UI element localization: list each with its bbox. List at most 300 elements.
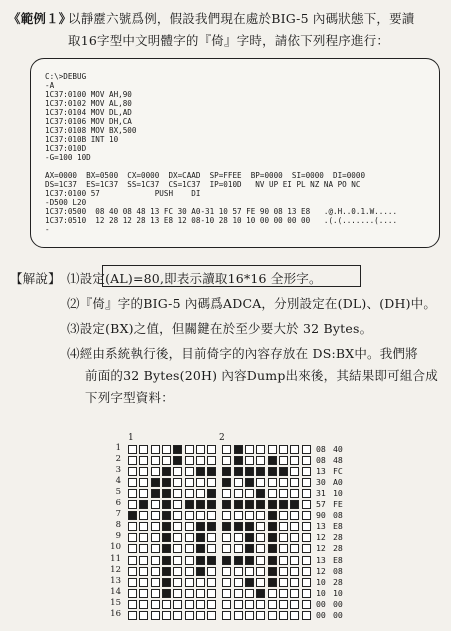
pixel-off <box>196 445 205 454</box>
pixel-on <box>162 511 171 520</box>
pixel-off <box>290 567 299 576</box>
pixel-off <box>173 556 182 565</box>
pixel-on <box>268 533 277 542</box>
hex-byte: 00 <box>333 609 343 620</box>
pixel-off <box>279 578 288 587</box>
debug-line: -G=100 10D <box>45 153 91 162</box>
pixel-on <box>162 556 171 565</box>
pixel-off <box>302 533 311 542</box>
hex-byte: 48 <box>333 455 343 466</box>
pixel-off <box>222 445 231 454</box>
pixel-on <box>245 500 254 509</box>
pixel-off <box>268 445 277 454</box>
pixel-on <box>268 567 277 576</box>
pixel-off <box>185 567 194 576</box>
pixel-on <box>234 445 243 454</box>
pixel-off <box>207 611 216 620</box>
pixel-off <box>256 533 265 542</box>
pixel-off <box>302 600 311 609</box>
pixel-off <box>139 611 148 620</box>
pixel-off <box>185 445 194 454</box>
pixel-on <box>162 500 171 509</box>
pixel-on <box>207 556 216 565</box>
row-label: 7 <box>115 509 121 520</box>
hex-byte: E8 <box>333 521 343 532</box>
pixel-off <box>151 589 160 598</box>
pixel-off <box>173 567 182 576</box>
pixel-on <box>268 556 277 565</box>
pixel-off <box>245 611 254 620</box>
pixel-off <box>196 589 205 598</box>
pixel-off <box>207 445 216 454</box>
pixel-off <box>207 578 216 587</box>
debug-line: DS=1C37 ES=1C37 SS=1C37 CS=1C37 IP=010D NV UP EI PL NZ NA PO NC <box>45 180 361 189</box>
pixel-off <box>245 600 254 609</box>
pixel-on <box>185 500 194 509</box>
pixel-off <box>139 533 148 542</box>
pixel-off <box>268 611 277 620</box>
pixel-off <box>245 445 254 454</box>
pixel-off <box>268 589 277 598</box>
pixel-on <box>268 522 277 531</box>
pixel-on <box>196 533 205 542</box>
pixel-off <box>222 456 231 465</box>
explanation-tag: 【解說】 <box>10 271 61 286</box>
pixel-off <box>128 567 137 576</box>
pixel-on <box>234 556 243 565</box>
pixel-off <box>139 522 148 531</box>
hex-byte: E8 <box>333 554 343 565</box>
pixel-on <box>162 567 171 576</box>
pixel-off <box>128 556 137 565</box>
pixel-off <box>139 445 148 454</box>
pixel-off <box>234 600 243 609</box>
pixel-off <box>234 589 243 598</box>
pixel-off <box>256 511 265 520</box>
row-label: 13 <box>110 575 121 586</box>
pixel-off <box>302 500 311 509</box>
pixel-off <box>173 522 182 531</box>
pixel-off <box>234 478 243 487</box>
pixel-on <box>268 456 277 465</box>
pixel-on <box>151 489 160 498</box>
debug-line: 1C37:010B INT 10 <box>45 135 119 144</box>
pixel-off <box>222 511 231 520</box>
pixel-off <box>290 489 299 498</box>
pixel-on <box>290 500 299 509</box>
pixel-on <box>151 478 160 487</box>
debug-line: C:\>DEBUG <box>45 72 87 81</box>
pixel-on <box>196 567 205 576</box>
pixel-on <box>279 500 288 509</box>
pixel-off <box>185 611 194 620</box>
pixel-off <box>139 578 148 587</box>
pixel-off <box>290 456 299 465</box>
hex-byte: 57 <box>316 499 326 510</box>
pixel-off <box>196 611 205 620</box>
pixel-off <box>185 578 194 587</box>
pixel-off <box>279 556 288 565</box>
pixel-off <box>256 611 265 620</box>
pixel-off <box>139 556 148 565</box>
pixel-off <box>290 544 299 553</box>
pixel-off <box>279 533 288 542</box>
pixel-on <box>162 467 171 476</box>
debug-line <box>45 162 397 171</box>
pixel-off <box>234 489 243 498</box>
pixel-off <box>196 600 205 609</box>
debug-line: 1C37:0106 MOV DH,CA <box>45 117 132 126</box>
row-label: 12 <box>110 564 121 575</box>
pixel-off <box>128 600 137 609</box>
pixel-off <box>302 578 311 587</box>
pixel-off <box>128 500 137 509</box>
pixel-off <box>234 578 243 587</box>
pixel-off <box>302 456 311 465</box>
hex-byte: 13 <box>316 466 326 477</box>
explanation-item-3: ⑶設定(BX)之值，但關鍵在於至少要大於 32 Bytes。 <box>67 321 373 336</box>
debug-line: 1C37:0104 MOV DL,AD <box>45 108 132 117</box>
pixel-on <box>173 456 182 465</box>
pixel-off <box>185 533 194 542</box>
debug-screen <box>30 58 440 248</box>
explanation-item-1: ⑴設定(AL)=80,即表示讀取16*16 全形字。 <box>67 271 322 286</box>
pixel-off <box>162 456 171 465</box>
pixel-off <box>151 445 160 454</box>
pixel-on <box>222 556 231 565</box>
pixel-off <box>245 511 254 520</box>
pixel-off <box>139 478 148 487</box>
column-label-1: 1 <box>128 433 134 443</box>
pixel-off <box>290 611 299 620</box>
pixel-off <box>151 467 160 476</box>
pixel-off <box>128 533 137 542</box>
hex-byte: 13 <box>316 554 326 565</box>
row-label: 10 <box>110 542 121 553</box>
pixel-on <box>256 489 265 498</box>
pixel-off <box>279 544 288 553</box>
pixel-on <box>234 456 243 465</box>
pixel-off <box>302 522 311 531</box>
pixel-off <box>279 611 288 620</box>
pixel-on <box>207 489 216 498</box>
pixel-off <box>173 489 182 498</box>
pixel-off <box>256 456 265 465</box>
pixel-off <box>290 511 299 520</box>
pixel-off <box>222 589 231 598</box>
pixel-off <box>173 467 182 476</box>
pixel-off <box>151 533 160 542</box>
pixel-off <box>302 567 311 576</box>
pixel-off <box>151 611 160 620</box>
pixel-off <box>279 456 288 465</box>
pixel-off <box>173 589 182 598</box>
pixel-off <box>222 533 231 542</box>
row-label: 5 <box>115 487 121 498</box>
pixel-off <box>234 544 243 553</box>
pixel-off <box>151 511 160 520</box>
pixel-off <box>173 478 182 487</box>
pixel-off <box>222 567 231 576</box>
explanation-item-4-cont2: 下列字型資料： <box>85 390 174 405</box>
pixel-off <box>290 533 299 542</box>
pixel-off <box>302 589 311 598</box>
pixel-off <box>207 478 216 487</box>
pixel-off <box>151 578 160 587</box>
pixel-on <box>196 556 205 565</box>
hex-byte: 10 <box>333 587 343 598</box>
pixel-off <box>162 445 171 454</box>
pixel-on <box>173 445 182 454</box>
debug-line: AX=0000 BX=0500 CX=0000 DX=CAAD SP=FFEE BP=0000 SI=0000 DI=0000 <box>45 171 366 180</box>
row-label: 16 <box>110 608 121 619</box>
pixel-off <box>256 600 265 609</box>
pixel-off <box>245 589 254 598</box>
hex-byte: 08 <box>333 565 343 576</box>
row-label: 3 <box>115 465 121 476</box>
pixel-off <box>139 467 148 476</box>
row-label: 6 <box>115 498 121 509</box>
debug-line: 1C37:010D <box>45 144 87 153</box>
pixel-off <box>302 467 311 476</box>
pixel-off <box>151 556 160 565</box>
pixel-off <box>302 556 311 565</box>
pixel-on <box>196 500 205 509</box>
pixel-on <box>245 578 254 587</box>
pixel-on <box>162 533 171 542</box>
pixel-off <box>173 544 182 553</box>
row-label: 8 <box>115 520 121 531</box>
pixel-off <box>234 611 243 620</box>
pixel-on <box>207 522 216 531</box>
pixel-off <box>173 600 182 609</box>
pixel-on <box>279 467 288 476</box>
pixel-off <box>162 611 171 620</box>
pixel-on <box>162 544 171 553</box>
pixel-off <box>151 522 160 531</box>
hex-byte: 30 <box>316 477 326 488</box>
pixel-off <box>268 478 277 487</box>
pixel-off <box>279 522 288 531</box>
pixel-on <box>245 533 254 542</box>
hex-byte: 10 <box>316 576 326 587</box>
pixel-off <box>173 511 182 520</box>
pixel-off <box>128 489 137 498</box>
pixel-off <box>185 522 194 531</box>
explanation-item-4-cont: 前面的32 Bytes(20H) 內容Dump出來後，其結果即可組合成 <box>85 368 438 383</box>
pixel-off <box>128 456 137 465</box>
pixel-off <box>256 544 265 553</box>
pixel-off <box>279 511 288 520</box>
pixel-off <box>128 478 137 487</box>
pixel-on <box>162 578 171 587</box>
pixel-on <box>256 467 265 476</box>
pixel-off <box>173 500 182 509</box>
pixel-on <box>245 544 254 553</box>
pixel-on <box>234 500 243 509</box>
row-label: 2 <box>115 454 121 465</box>
pixel-off <box>151 567 160 576</box>
pixel-off <box>222 544 231 553</box>
debug-line: 1C37:0100 MOV AH,90 <box>45 90 132 99</box>
pixel-off <box>279 445 288 454</box>
pixel-off <box>185 556 194 565</box>
pixel-on <box>245 522 254 531</box>
pixel-off <box>196 511 205 520</box>
pixel-on <box>222 478 231 487</box>
pixel-off <box>290 445 299 454</box>
pixel-off <box>139 544 148 553</box>
row-label: 14 <box>110 586 121 597</box>
pixel-off <box>139 489 148 498</box>
pixel-off <box>245 567 254 576</box>
pixel-off <box>302 511 311 520</box>
pixel-off <box>196 489 205 498</box>
hex-byte: 12 <box>316 532 326 543</box>
pixel-off <box>185 600 194 609</box>
pixel-off <box>151 600 160 609</box>
hex-byte: A0 <box>333 477 343 488</box>
pixel-off <box>139 456 148 465</box>
debug-line: 1C37:0108 MOV BX,500 <box>45 126 137 135</box>
pixel-off <box>245 489 254 498</box>
pixel-off <box>256 478 265 487</box>
pixel-on <box>162 489 171 498</box>
row-label: 4 <box>115 476 121 487</box>
pixel-off <box>185 478 194 487</box>
hex-byte: 40 <box>333 444 343 454</box>
pixel-off <box>185 489 194 498</box>
debug-line: 1C37:0510 12 28 12 28 13 E8 12 08-10 28 10 10 00 00 00 00 .(.(.......(.... <box>45 216 398 225</box>
example-tag: 《範例１》 <box>8 11 72 26</box>
pixel-off <box>207 456 216 465</box>
pixel-off <box>256 567 265 576</box>
pixel-off <box>196 478 205 487</box>
hex-byte: 08 <box>316 444 326 454</box>
pixel-on <box>256 589 265 598</box>
hex-byte: 08 <box>316 455 326 466</box>
pixel-off <box>151 544 160 553</box>
pixel-on <box>222 522 231 531</box>
pixel-off <box>139 589 148 598</box>
pixel-off <box>222 578 231 587</box>
hex-byte: 12 <box>316 543 326 554</box>
pixel-on <box>162 589 171 598</box>
pixel-off <box>173 611 182 620</box>
pixel-off <box>173 578 182 587</box>
pixel-off <box>222 611 231 620</box>
pixel-off <box>245 456 254 465</box>
pixel-on <box>207 467 216 476</box>
pixel-on <box>222 467 231 476</box>
pixel-off <box>302 489 311 498</box>
pixel-off <box>151 456 160 465</box>
pixel-off <box>207 600 216 609</box>
pixel-off <box>128 578 137 587</box>
pixel-off <box>207 567 216 576</box>
hex-byte: 00 <box>316 609 326 620</box>
pixel-off <box>185 456 194 465</box>
pixel-off <box>196 456 205 465</box>
debug-line: 1C37:0102 MOV AL,80 <box>45 99 132 108</box>
pixel-off <box>256 522 265 531</box>
pixel-off <box>196 578 205 587</box>
debug-line: -D500 L20 <box>45 198 87 207</box>
hex-byte: 00 <box>333 598 343 609</box>
pixel-on <box>234 467 243 476</box>
pixel-off <box>256 556 265 565</box>
pixel-on <box>245 478 254 487</box>
pixel-off <box>279 489 288 498</box>
pixel-off <box>185 589 194 598</box>
pixel-off <box>139 600 148 609</box>
hex-byte: 08 <box>333 510 343 521</box>
pixel-off <box>128 522 137 531</box>
example-line-2: 取16字型中文明體字的『倚』字時，請依下列程序進行： <box>68 33 390 48</box>
pixel-on <box>207 500 216 509</box>
example-line-1: 以靜靂六號爲例，假設我們現在處於BIG-5 內碼狀態下，要讀 <box>68 11 415 26</box>
pixel-on <box>196 522 205 531</box>
pixel-off <box>290 522 299 531</box>
explanation-item-2: ⑵『倚』字的BIG-5 內碼爲ADCA，分別設定在(DL)、(DH)中。 <box>67 296 437 311</box>
pixel-off <box>128 611 137 620</box>
pixel-off <box>151 500 160 509</box>
pixel-off <box>256 445 265 454</box>
pixel-off <box>302 478 311 487</box>
pixel-on <box>268 511 277 520</box>
pixel-on <box>196 467 205 476</box>
pixel-off <box>173 533 182 542</box>
hex-byte: 10 <box>333 488 343 499</box>
hex-byte: 28 <box>333 543 343 554</box>
column-label-2: 2 <box>219 433 225 443</box>
hex-byte: 00 <box>316 598 326 609</box>
debug-line: -A <box>45 81 55 90</box>
pixel-off <box>290 589 299 598</box>
pixel-on <box>245 556 254 565</box>
hex-byte: 28 <box>333 532 343 543</box>
pixel-off <box>185 544 194 553</box>
pixel-off <box>139 567 148 576</box>
pixel-off <box>234 533 243 542</box>
hex-byte: 10 <box>316 587 326 598</box>
pixel-off <box>234 567 243 576</box>
pixel-off <box>290 478 299 487</box>
hex-byte: 12 <box>316 565 326 576</box>
debug-output <box>45 72 397 234</box>
row-label: 15 <box>110 597 121 608</box>
debug-line: - <box>45 225 50 234</box>
row-label: 1 <box>115 443 121 453</box>
hex-byte: FE <box>333 499 343 510</box>
pixel-off <box>234 511 243 520</box>
pixel-off <box>290 578 299 587</box>
pixel-on <box>222 500 231 509</box>
hex-byte: 13 <box>316 521 326 532</box>
pixel-off <box>222 600 231 609</box>
pixel-off <box>222 489 231 498</box>
pixel-off <box>207 533 216 542</box>
pixel-on <box>268 544 277 553</box>
pixel-off <box>256 578 265 587</box>
pixel-on <box>268 467 277 476</box>
pixel-off <box>290 556 299 565</box>
pixel-off <box>128 467 137 476</box>
pixel-on <box>139 500 148 509</box>
explanation-item-4: ⑷經由系統執行後，目前倚字的內容存放在 DS:BX中。我們將 <box>67 346 418 361</box>
row-label: 11 <box>110 553 121 564</box>
pixel-off <box>279 589 288 598</box>
